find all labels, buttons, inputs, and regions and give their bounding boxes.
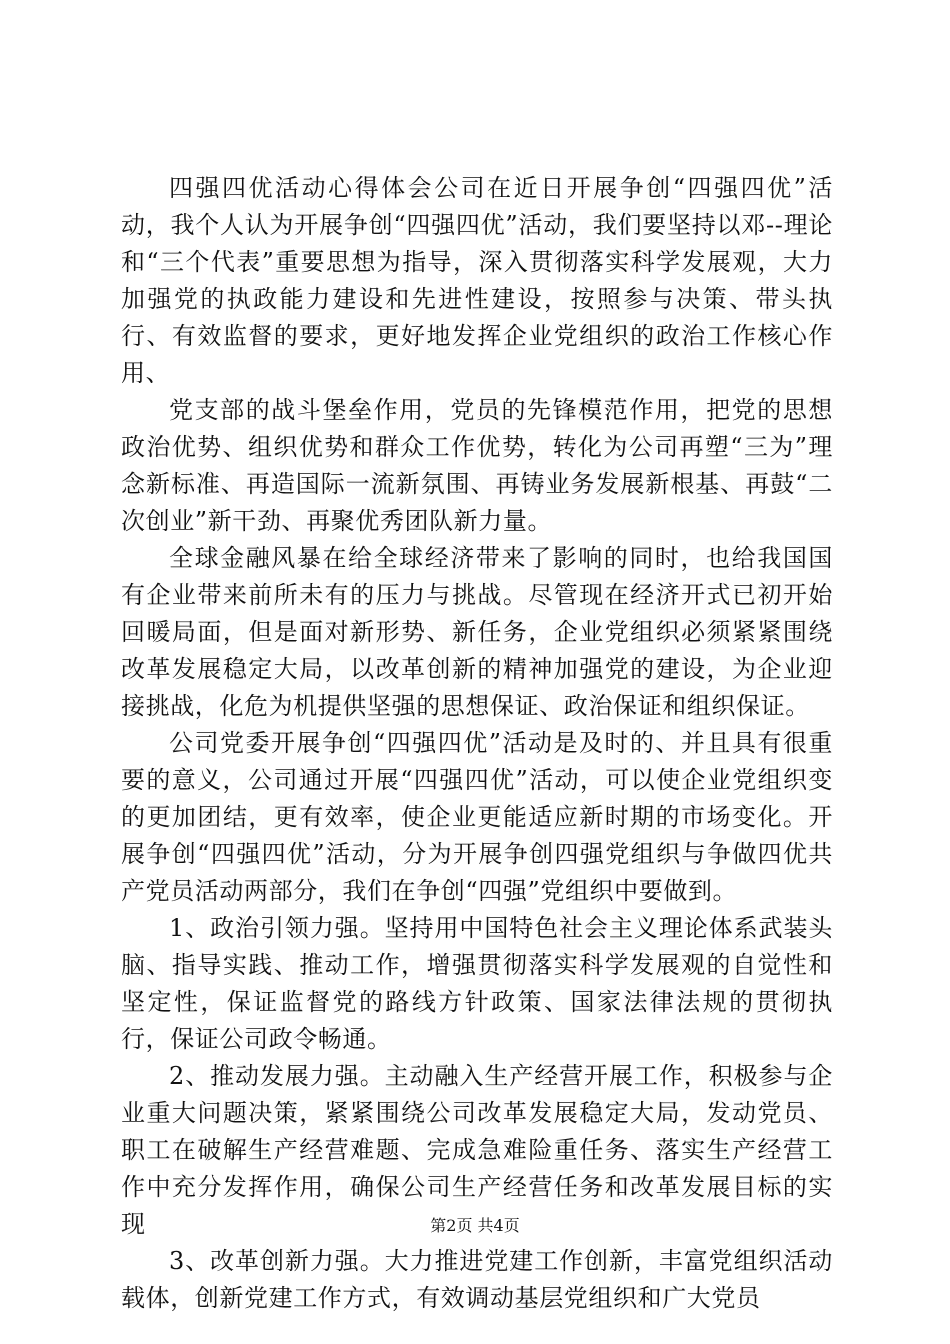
document-body	[121, 170, 833, 1317]
paragraph-7: 3、改革创新力强。大力推进党建工作创新，丰富党组织活动载体，创新党建工作方式，有效调动基层党组织和广大党员	[121, 1247, 833, 1312]
paragraph-4: 公司党委开展争创“四强四优”活动是及时的、并且具有很重要的意义，公司通过开展“四强四优”活动，可以使企业党组织变的更加团结，更有效率，使企业更能适应新时期的市场变化。开展争创“四强四优”活动，分为开展争创四强党组织与争做四优共产党员活动两部分，我们在争创“四强”党组织中要做到。	[121, 729, 833, 905]
paragraph-3: 全球金融风暴在给全球经济带来了影响的同时，也给我国国有企业带来前所未有的压力与挑战。尽管现在经济开式已初开始回暖局面，但是面对新形势、新任务，企业党组织必须紧紧围绕改革发展稳定大局，以改革创新的精神加强党的建设，为企业迎接挑战，化危为机提供坚强的思想保证、政治保证和组织保证。	[121, 544, 833, 720]
paragraph-6: 2、推动发展力强。主动融入生产经营开展工作，积极参与企业重大问题决策，紧紧围绕公司改革发展稳定大局，发动党员、职工在破解生产经营难题、完成急难险重任务、落实生产经营工作中充分发挥作用，确保公司生产经营任务和改革发展目标的实现	[121, 1062, 833, 1238]
page-number-footer: 第2页 共4页	[430, 1216, 520, 1235]
paragraph-1: 四强四优活动心得体会公司在近日开展争创“四强四优”活动，我个人认为开展争创“四强四优”活动，我们要坚持以邓--理论和“三个代表”重要思想为指导，深入贯彻落实科学发展观，大力加强党的执政能力建设和先进性建设，按照参与决策、带头执行、有效监督的要求，更好地发挥企业党组织的政治工作核心作用、	[121, 174, 833, 387]
paragraph-5: 1、政治引领力强。坚持用中国特色社会主义理论体系武装头脑、指导实践、推动工作，增强贯彻落实科学发展观的自觉性和坚定性，保证监督党的路线方针政策、国家法律法规的贯彻执行，保证公司政令畅通。	[121, 914, 833, 1053]
paragraph-2: 党支部的战斗堡垒作用，党员的先锋模范作用，把党的思想政治优势、组织优势和群众工作优势，转化为公司再塑“三为”理念新标准、再造国际一流新氛围、再铸业务发展新根基、再鼓“二次创业”新干劲、再聚优秀团队新力量。	[121, 396, 833, 535]
